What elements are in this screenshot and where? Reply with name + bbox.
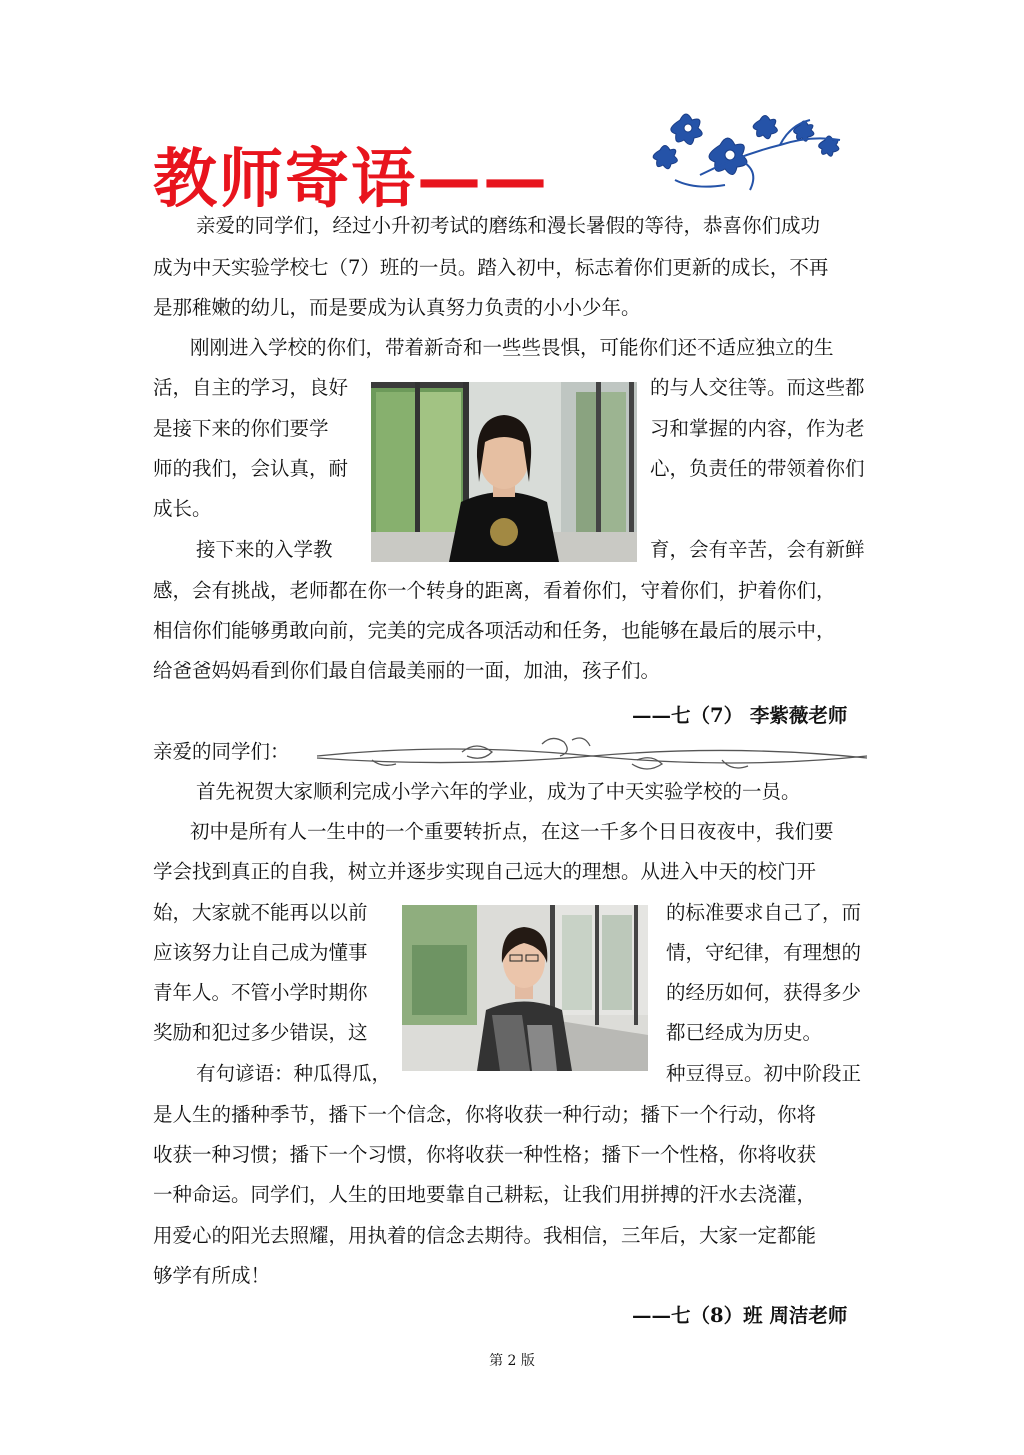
letter2-line: 用爱心的阳光去照耀，用执着的信念去期待。我相信，三年后，大家一定都能 <box>153 1224 817 1247</box>
letter1-line: 亲爱的同学们，经过小升初考试的磨练和漫长暑假的等待，恭喜你们成功 <box>196 214 821 237</box>
letter1-line: 接下来的入学教 <box>196 538 333 561</box>
ornament-divider <box>312 734 872 778</box>
letter1-signature: ——七（7） 李紫薇老师 <box>632 704 848 727</box>
letter2-line: 一种命运。同学们，人生的田地要靠自己耕耘，让我们用拼搏的汗水去浇灌， <box>153 1183 817 1206</box>
letter1-line: 成长。 <box>153 497 212 520</box>
letter1-line: 给爸爸妈妈看到你们最自信最美丽的一面，加油，孩子们。 <box>153 659 661 682</box>
letter1-line: 心，负责任的带领着你们 <box>650 457 865 480</box>
letter1-line: 师的我们，会认真，耐 <box>153 457 349 480</box>
letter1-line: 活，自主的学习，良好 <box>153 376 349 399</box>
letter2-line: 应该努力让自己成为懂事 <box>153 941 368 964</box>
page-title: 教师寄语—— <box>153 143 549 217</box>
letter2-line: 有句谚语：种瓜得瓜， <box>196 1062 392 1085</box>
letter2-signature: ——七（8）班 周洁老师 <box>632 1304 848 1327</box>
letter2-line: 种豆得豆。初中阶段正 <box>666 1062 862 1085</box>
letter2-line: 始，大家就不能再以以前 <box>153 901 368 924</box>
page-number: 第 2 版 <box>489 1353 535 1369</box>
letter2-line: 是人生的播种季节，播下一个信念，你将收获一种行动；播下一个行动，你将 <box>153 1103 817 1126</box>
letter2-line: 的经历如何，获得多少 <box>666 981 862 1004</box>
letter2-line: 够学有所成！ <box>153 1264 271 1287</box>
letter2-line: 首先祝贺大家顺利完成小学六年的学业，成为了中天实验学校的一员。 <box>196 780 801 803</box>
letter1-line: 的与人交往等。而这些都 <box>650 376 865 399</box>
teacher-photo-2 <box>402 905 648 1071</box>
letter1-line: 是那稚嫩的幼儿，而是要成为认真努力负责的小小少年。 <box>153 296 641 319</box>
letter2-line: 情，守纪律，有理想的 <box>666 941 862 964</box>
letter2-line: 亲爱的同学们： <box>153 740 290 763</box>
flower-decoration <box>640 100 860 200</box>
letter1-line: 是接下来的你们要学 <box>153 417 329 440</box>
letter1-line: 感，会有挑战，老师都在你一个转身的距离，看着你们，守着你们，护着你们， <box>153 579 836 602</box>
letter2-line: 学会找到真正的自我，树立并逐步实现自己远大的理想。从进入中天的校门开 <box>153 860 817 883</box>
letter1-line: 育，会有辛苦，会有新鲜 <box>650 538 865 561</box>
letter1-line: 成为中天实验学校七（7）班的一员。踏入初中，标志着你们更新的成长，不再 <box>153 256 829 279</box>
letter1-line: 刚刚进入学校的你们，带着新奇和一些些畏惧，可能你们还不适应独立的生 <box>190 336 834 359</box>
letter1-line: 习和掌握的内容，作为老 <box>650 417 865 440</box>
letter2-line: 青年人。不管小学时期你 <box>153 981 368 1004</box>
letter2-line: 初中是所有人一生中的一个重要转折点，在这一千多个日日夜夜中，我们要 <box>190 820 834 843</box>
letter2-line: 的标准要求自己了，而 <box>666 901 862 924</box>
letter2-line: 收获一种习惯；播下一个习惯，你将收获一种性格；播下一个性格，你将收获 <box>153 1143 817 1166</box>
teacher-photo-1 <box>371 382 637 562</box>
letter2-line: 都已经成为历史。 <box>666 1021 823 1044</box>
letter1-line: 相信你们能够勇敢向前，完美的完成各项活动和任务，也能够在最后的展示中， <box>153 619 836 642</box>
letter2-line: 奖励和犯过多少错误，这 <box>153 1021 368 1044</box>
